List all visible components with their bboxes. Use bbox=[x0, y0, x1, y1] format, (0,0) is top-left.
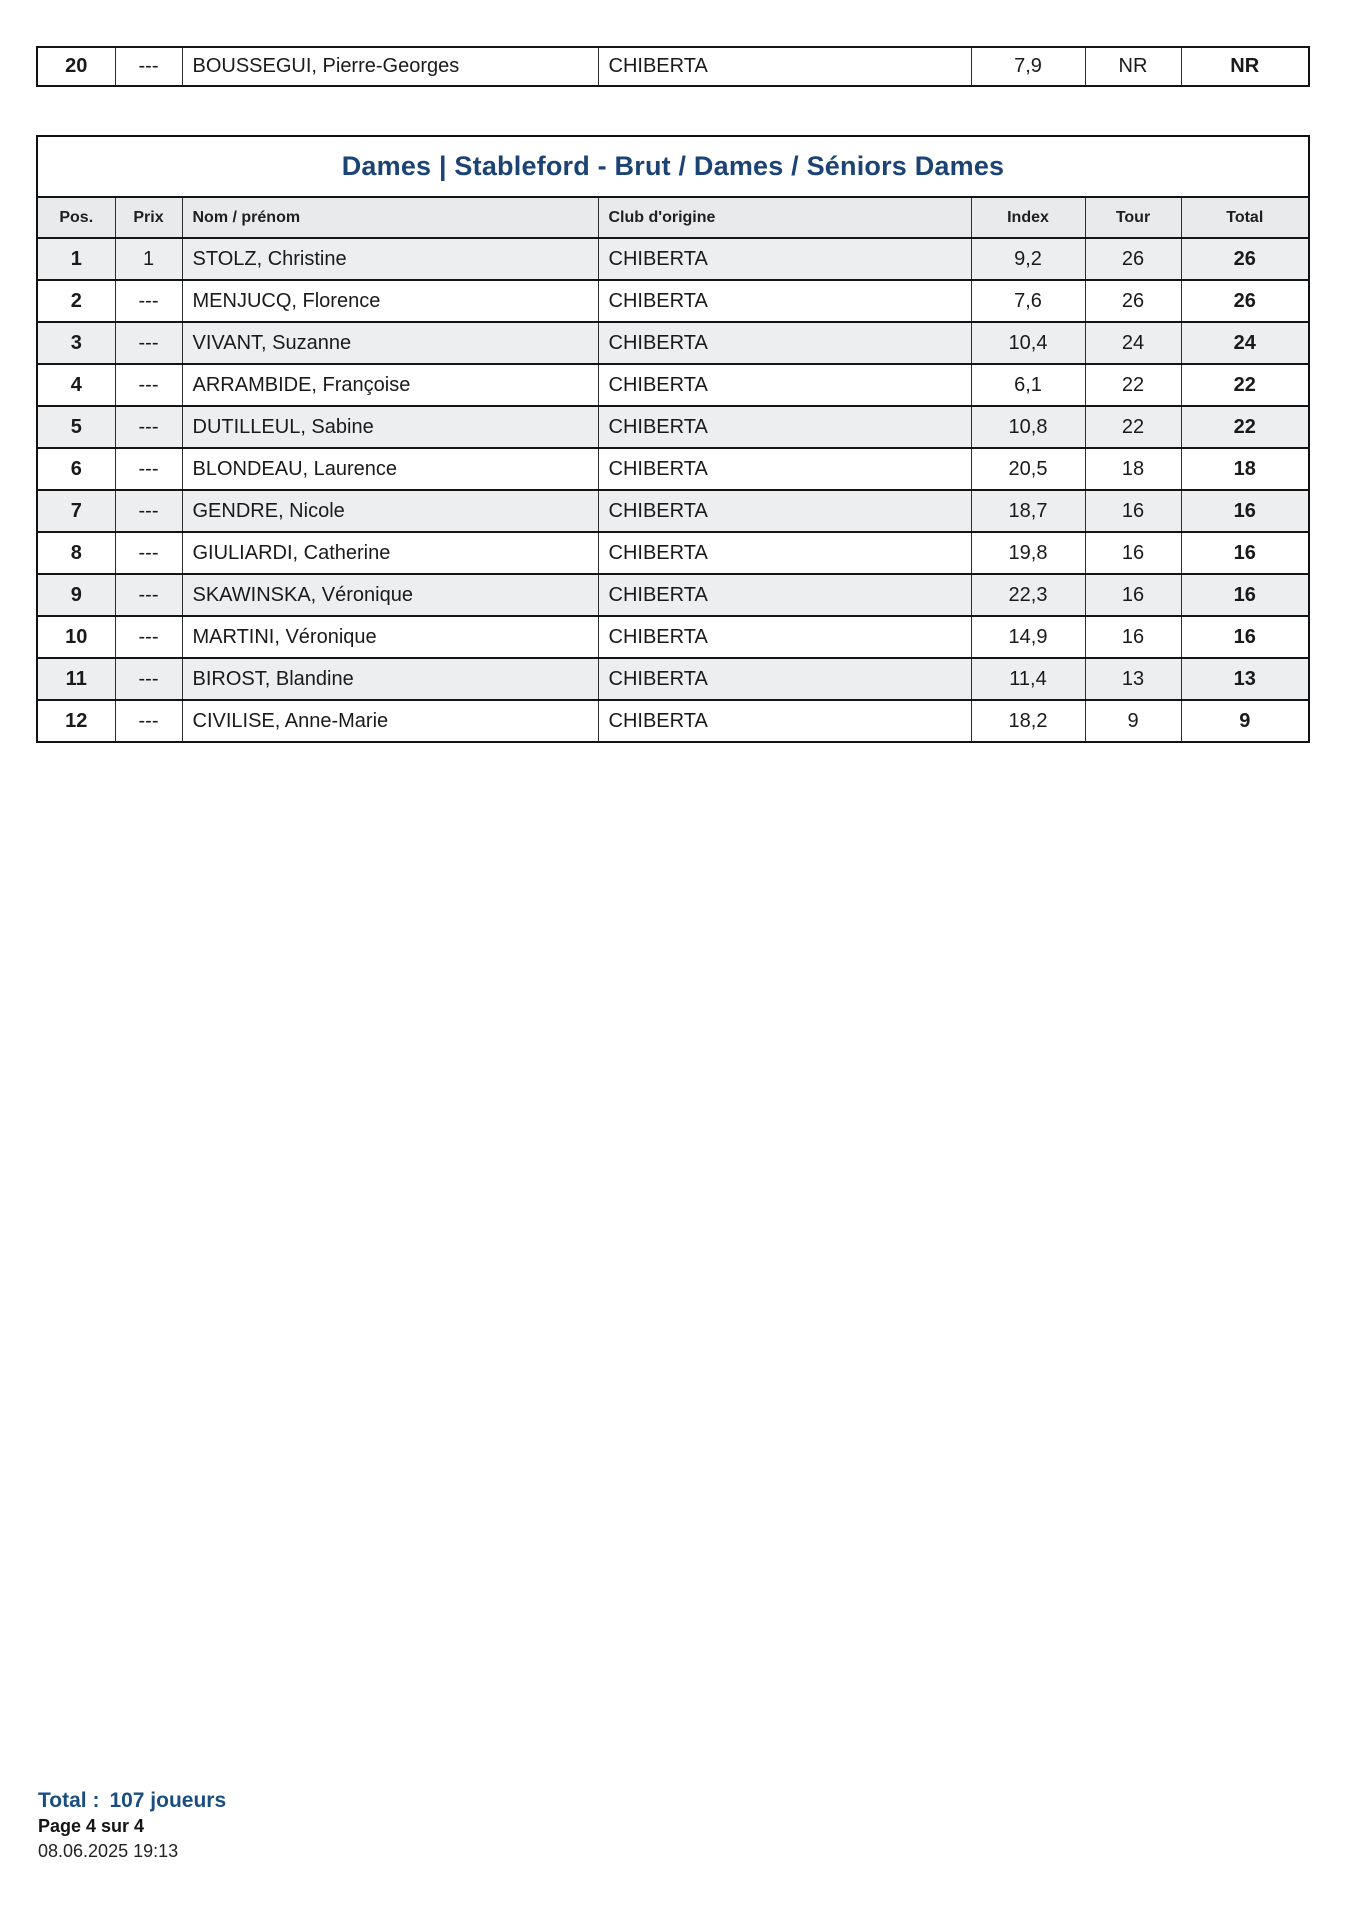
index-cell: 14,9 bbox=[971, 616, 1085, 658]
prix-cell: --- bbox=[115, 658, 182, 700]
column-header-name: Nom / prénom bbox=[182, 197, 598, 238]
table-row bbox=[37, 658, 1309, 700]
total-cell: 18 bbox=[1181, 448, 1309, 490]
name-cell: VIVANT, Suzanne bbox=[182, 322, 598, 364]
table-row bbox=[37, 532, 1309, 574]
club-cell: CHIBERTA bbox=[598, 364, 971, 406]
total-cell: 16 bbox=[1181, 616, 1309, 658]
tour-cell: 13 bbox=[1085, 658, 1181, 700]
prix-cell: --- bbox=[115, 574, 182, 616]
prix-cell: --- bbox=[115, 490, 182, 532]
club-cell: CHIBERTA bbox=[598, 238, 971, 280]
column-header-index: Index bbox=[971, 197, 1085, 238]
players-total-label: Total : bbox=[38, 1789, 100, 1812]
tour-cell: 22 bbox=[1085, 364, 1181, 406]
tour-cell: NR bbox=[1085, 47, 1181, 86]
table-row bbox=[37, 490, 1309, 532]
name-cell: MENJUCQ, Florence bbox=[182, 280, 598, 322]
pos-cell: 20 bbox=[37, 47, 115, 86]
page-footer bbox=[38, 1788, 226, 1864]
tour-cell: 16 bbox=[1085, 532, 1181, 574]
table-row bbox=[37, 700, 1309, 742]
results-table bbox=[36, 135, 1310, 743]
index-cell: 6,1 bbox=[971, 364, 1085, 406]
tour-cell: 26 bbox=[1085, 280, 1181, 322]
page-indicator: Page 4 sur 4 bbox=[38, 1816, 145, 1836]
column-header-total: Total bbox=[1181, 197, 1309, 238]
tour-cell: 24 bbox=[1085, 322, 1181, 364]
prix-cell: --- bbox=[115, 280, 182, 322]
pos-cell: 12 bbox=[37, 700, 115, 742]
total-cell: 16 bbox=[1181, 490, 1309, 532]
tour-cell: 18 bbox=[1085, 448, 1181, 490]
index-cell: 20,5 bbox=[971, 448, 1085, 490]
pos-cell: 8 bbox=[37, 532, 115, 574]
table-row bbox=[37, 616, 1309, 658]
tour-cell: 22 bbox=[1085, 406, 1181, 448]
column-header-tour: Tour bbox=[1085, 197, 1181, 238]
players-total-value: 107 joueurs bbox=[109, 1789, 227, 1812]
prix-cell: --- bbox=[115, 364, 182, 406]
previous-table-fragment bbox=[36, 46, 1310, 87]
players-total-line bbox=[38, 1788, 226, 1814]
tour-cell: 26 bbox=[1085, 238, 1181, 280]
total-cell: 16 bbox=[1181, 574, 1309, 616]
pos-cell: 4 bbox=[37, 364, 115, 406]
club-cell: CHIBERTA bbox=[598, 532, 971, 574]
index-cell: 10,8 bbox=[971, 406, 1085, 448]
pos-cell: 3 bbox=[37, 322, 115, 364]
total-cell: 22 bbox=[1181, 406, 1309, 448]
club-cell: CHIBERTA bbox=[598, 490, 971, 532]
prix-cell: 1 bbox=[115, 238, 182, 280]
table-title: Dames | Stableford - Brut / Dames / Séniors Dames bbox=[37, 136, 1309, 197]
club-cell: CHIBERTA bbox=[598, 47, 971, 86]
table-row bbox=[37, 47, 1309, 86]
name-cell: BOUSSEGUI, Pierre-Georges bbox=[182, 47, 598, 86]
tour-cell: 16 bbox=[1085, 490, 1181, 532]
pos-cell: 2 bbox=[37, 280, 115, 322]
club-cell: CHIBERTA bbox=[598, 616, 971, 658]
prix-cell: --- bbox=[115, 532, 182, 574]
prix-cell: --- bbox=[115, 448, 182, 490]
pos-cell: 10 bbox=[37, 616, 115, 658]
club-cell: CHIBERTA bbox=[598, 322, 971, 364]
club-cell: CHIBERTA bbox=[598, 406, 971, 448]
index-cell: 7,6 bbox=[971, 280, 1085, 322]
pos-cell: 7 bbox=[37, 490, 115, 532]
total-cell: 26 bbox=[1181, 238, 1309, 280]
club-cell: CHIBERTA bbox=[598, 574, 971, 616]
pos-cell: 6 bbox=[37, 448, 115, 490]
name-cell: STOLZ, Christine bbox=[182, 238, 598, 280]
results-table-body bbox=[37, 238, 1309, 742]
total-cell: NR bbox=[1181, 47, 1309, 86]
name-cell: SKAWINSKA, Véronique bbox=[182, 574, 598, 616]
club-cell: CHIBERTA bbox=[598, 280, 971, 322]
tour-cell: 9 bbox=[1085, 700, 1181, 742]
club-cell: CHIBERTA bbox=[598, 700, 971, 742]
table-header-row bbox=[37, 197, 1309, 238]
prix-cell: --- bbox=[115, 700, 182, 742]
index-cell: 11,4 bbox=[971, 658, 1085, 700]
total-cell: 26 bbox=[1181, 280, 1309, 322]
column-header-club: Club d'origine bbox=[598, 197, 971, 238]
column-header-pos: Pos. bbox=[37, 197, 115, 238]
table-row bbox=[37, 574, 1309, 616]
table-row bbox=[37, 280, 1309, 322]
table-row bbox=[37, 448, 1309, 490]
index-cell: 22,3 bbox=[971, 574, 1085, 616]
name-cell: DUTILLEUL, Sabine bbox=[182, 406, 598, 448]
print-datetime: 08.06.2025 19:13 bbox=[38, 1841, 179, 1861]
table-row bbox=[37, 238, 1309, 280]
name-cell: CIVILISE, Anne-Marie bbox=[182, 700, 598, 742]
total-cell: 9 bbox=[1181, 700, 1309, 742]
prix-cell: --- bbox=[115, 47, 182, 86]
prix-cell: --- bbox=[115, 322, 182, 364]
table-row bbox=[37, 364, 1309, 406]
pos-cell: 5 bbox=[37, 406, 115, 448]
index-cell: 7,9 bbox=[971, 47, 1085, 86]
club-cell: CHIBERTA bbox=[598, 658, 971, 700]
index-cell: 10,4 bbox=[971, 322, 1085, 364]
prix-cell: --- bbox=[115, 406, 182, 448]
pos-cell: 9 bbox=[37, 574, 115, 616]
name-cell: MARTINI, Véronique bbox=[182, 616, 598, 658]
tour-cell: 16 bbox=[1085, 574, 1181, 616]
prix-cell: --- bbox=[115, 616, 182, 658]
name-cell: ARRAMBIDE, Françoise bbox=[182, 364, 598, 406]
total-cell: 13 bbox=[1181, 658, 1309, 700]
index-cell: 19,8 bbox=[971, 532, 1085, 574]
total-cell: 16 bbox=[1181, 532, 1309, 574]
name-cell: BIROST, Blandine bbox=[182, 658, 598, 700]
table-row bbox=[37, 406, 1309, 448]
pos-cell: 1 bbox=[37, 238, 115, 280]
index-cell: 18,2 bbox=[971, 700, 1085, 742]
total-cell: 22 bbox=[1181, 364, 1309, 406]
index-cell: 18,7 bbox=[971, 490, 1085, 532]
table-title-row bbox=[37, 136, 1309, 197]
column-header-prix: Prix bbox=[115, 197, 182, 238]
pos-cell: 11 bbox=[37, 658, 115, 700]
club-cell: CHIBERTA bbox=[598, 448, 971, 490]
total-cell: 24 bbox=[1181, 322, 1309, 364]
index-cell: 9,2 bbox=[971, 238, 1085, 280]
tour-cell: 16 bbox=[1085, 616, 1181, 658]
table-row bbox=[37, 322, 1309, 364]
name-cell: GIULIARDI, Catherine bbox=[182, 532, 598, 574]
name-cell: BLONDEAU, Laurence bbox=[182, 448, 598, 490]
name-cell: GENDRE, Nicole bbox=[182, 490, 598, 532]
